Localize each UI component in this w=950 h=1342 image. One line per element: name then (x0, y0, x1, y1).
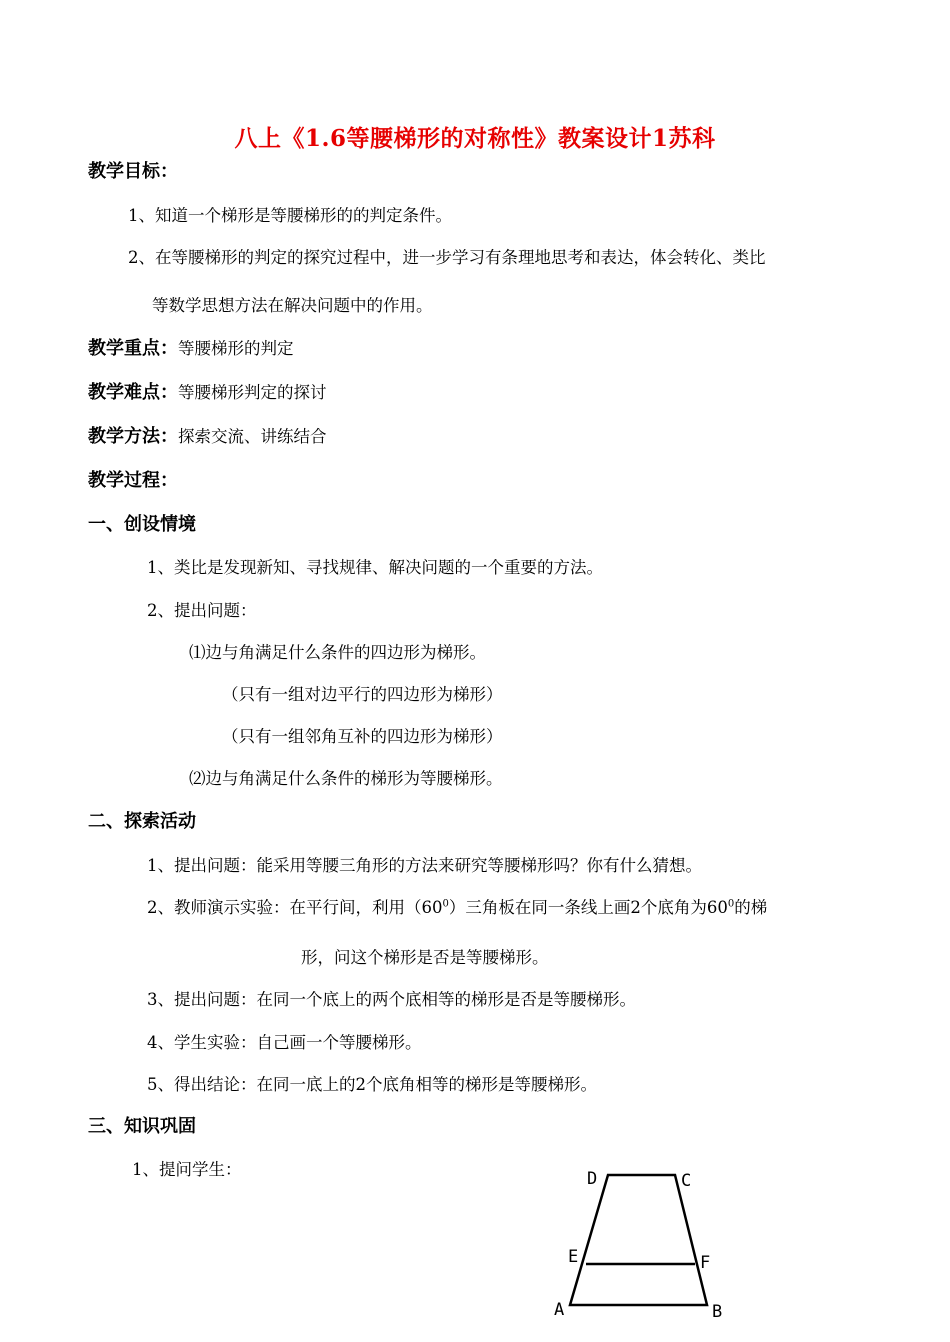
section2-heading: 二、探索活动 (88, 811, 196, 832)
vertex-label-e: E (568, 1247, 579, 1267)
document-title: 八上《1.6等腰梯形的对称性》教案设计1苏科 (234, 125, 716, 152)
process-heading: 教学过程： (88, 470, 178, 491)
objective-item-1: 1、知道一个梯形是等腰梯形的的判定条件。 (128, 206, 452, 225)
trapezoid-shape (570, 1175, 707, 1305)
section2-line-2c: 的梯 (734, 898, 768, 917)
section1-line-1: 1、类比是发现新知、寻找规律、解决问题的一个重要的方法。 (147, 558, 603, 577)
section2-line-5: 5、得出结论：在同一底上的2个底角相等的梯形是等腰梯形。 (147, 1075, 597, 1094)
section1-line-3: ⑴边与角满足什么条件的四边形为梯形。 (189, 643, 486, 662)
difficulty-value: 等腰梯形判定的探讨 (178, 383, 327, 402)
vertex-label-a: A (554, 1300, 565, 1320)
method (88, 422, 327, 448)
section3-line-1: 1、提问学生： (132, 1160, 242, 1179)
section2-line-4: 4、学生实验：自己画一个等腰梯形。 (147, 1033, 422, 1052)
section2-line-2 (147, 894, 767, 918)
objectives-heading: 教学目标： (88, 161, 178, 182)
key-point-value: 等腰梯形的判定 (178, 339, 294, 358)
section2-line-2-cont: 形，问这个梯形是否是等腰梯形。 (301, 948, 549, 967)
vertex-label-b: B (712, 1302, 723, 1322)
degree-superscript: 0 (727, 898, 735, 910)
key-point (88, 334, 294, 360)
degree-superscript: 0 (442, 898, 449, 910)
trapezoid-figure (540, 1160, 740, 1335)
section1-line-2: 2、提出问题： (147, 601, 257, 620)
section1-line-5: （只有一组邻角互补的四边形为梯形） (222, 727, 503, 746)
section1-line-4: （只有一组对边平行的四边形为梯形） (222, 685, 503, 704)
section1-line-6: ⑵边与角满足什么条件的梯形为等腰梯形。 (189, 769, 503, 788)
vertex-label-d: D (587, 1169, 598, 1189)
objective-item-2-cont: 等数学思想方法在解决问题中的作用。 (152, 296, 433, 315)
section2-line-2b: ）三角板在同一条线上画2个底角为60 (448, 898, 728, 917)
section2-line-1: 1、提出问题：能采用等腰三角形的方法来研究等腰梯形吗？你有什么猜想。 (147, 856, 702, 875)
method-value: 探索交流、讲练结合 (178, 427, 327, 446)
section1-heading: 一、创设情境 (88, 514, 196, 535)
difficulty (88, 378, 327, 404)
vertex-label-c: C (681, 1171, 692, 1191)
section3-heading: 三、知识巩固 (88, 1116, 196, 1137)
method-label: 教学方法： (88, 426, 178, 447)
key-point-label: 教学重点： (88, 338, 178, 359)
section2-line-2a: 2、教师演示实验：在平行间，利用（60 (147, 898, 443, 917)
vertex-label-f: F (700, 1253, 711, 1273)
section2-line-3: 3、提出问题：在同一个底上的两个底相等的梯形是否是等腰梯形。 (147, 990, 636, 1009)
objective-item-2: 2、在等腰梯形的判定的探究过程中，进一步学习有条理地思考和表达，体会转化、类比 (128, 248, 766, 267)
difficulty-label: 教学难点： (88, 382, 178, 403)
